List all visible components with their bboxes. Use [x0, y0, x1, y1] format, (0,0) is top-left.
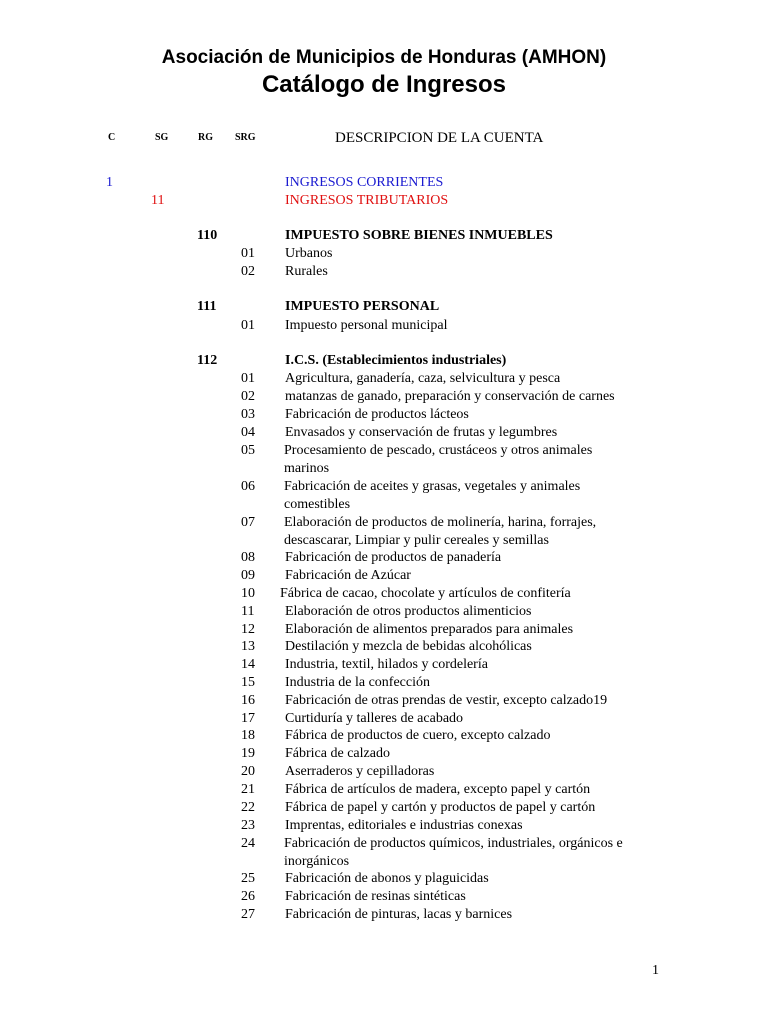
account-row [0, 424, 768, 442]
account-description: Procesamiento de pescado, crustáceos y otros animales marinos [284, 443, 593, 476]
account-row-level1 [0, 174, 768, 192]
account-description: Fábrica de artículos de madera, excepto papel y cartón [285, 782, 591, 797]
account-code: 23 [241, 818, 255, 833]
account-description: IMPUESTO PERSONAL [285, 299, 440, 314]
account-code: 110 [197, 228, 218, 243]
account-description: Fabricación de resinas sintéticas [285, 889, 466, 904]
page-number: 1 [652, 963, 659, 978]
account-code: 01 [241, 246, 255, 261]
account-row [0, 781, 768, 799]
account-description: Fabricación de productos lácteos [285, 407, 469, 422]
account-code: 02 [241, 389, 255, 404]
account-row-level2 [0, 192, 768, 210]
account-row-group [0, 227, 768, 245]
account-row [0, 549, 768, 567]
account-code: 21 [241, 782, 255, 797]
account-row [0, 745, 768, 763]
account-code: 19 [241, 746, 255, 761]
account-description: matanzas de ganado, preparación y conservación de carnes [285, 389, 615, 404]
account-code: 111 [197, 299, 217, 314]
account-row-group [0, 298, 768, 316]
account-description: IMPUESTO SOBRE BIENES INMUEBLES [285, 228, 553, 243]
account-code: 16 [241, 693, 255, 708]
account-row [0, 478, 768, 514]
account-description: INGRESOS TRIBUTARIOS [285, 193, 449, 208]
account-description: Rurales [285, 264, 328, 279]
account-row [0, 710, 768, 728]
account-code: 25 [241, 871, 255, 886]
account-description: Industria, textil, hilados y cordelería [285, 657, 488, 672]
account-code: 1 [106, 175, 113, 190]
account-description: Fabricación de Azúcar [285, 568, 411, 583]
account-description: Elaboración de productos de molinería, harina, forrajes, descascarar, Limpiar y pulir cereales y semillas [284, 515, 597, 548]
column-header-description: DESCRIPCION DE LA CUENTA [335, 130, 544, 146]
account-description: Fabricación de otras prendas de vestir, excepto calzado19 [285, 693, 608, 708]
account-row [0, 621, 768, 639]
account-code: 08 [241, 550, 255, 565]
account-code: 12 [241, 622, 255, 637]
account-code: 112 [197, 353, 218, 368]
account-row [0, 638, 768, 656]
account-row [0, 442, 768, 478]
account-description: Fabricación de pinturas, lacas y barnices [285, 907, 513, 922]
account-row [0, 603, 768, 621]
account-row [0, 585, 768, 603]
account-code: 03 [241, 407, 255, 422]
account-row [0, 817, 768, 835]
account-code: 13 [241, 639, 255, 654]
column-header-c: C [108, 132, 116, 143]
column-header-sg: SG [155, 132, 169, 143]
account-code: 11 [241, 604, 255, 619]
account-code: 02 [241, 264, 255, 279]
account-code: 17 [241, 711, 255, 726]
account-description: Aserraderos y cepilladoras [285, 764, 435, 779]
account-code: 11 [151, 193, 165, 208]
account-description: Fábrica de papel y cartón y productos de papel y cartón [285, 800, 596, 815]
account-code: 22 [241, 800, 255, 815]
account-row [0, 567, 768, 585]
account-description: Impuesto personal municipal [285, 318, 448, 333]
account-row-group [0, 352, 768, 370]
account-code: 06 [241, 479, 255, 494]
account-row [0, 388, 768, 406]
account-description: I.C.S. (Establecimientos industriales) [285, 353, 507, 368]
account-description: Destilación y mezcla de bebidas alcohólicas [285, 639, 532, 654]
account-row [0, 514, 768, 550]
account-code: 15 [241, 675, 255, 690]
account-description: Imprentas, editoriales e industrias conexas [285, 818, 523, 833]
account-code: 01 [241, 371, 255, 386]
account-row [0, 674, 768, 692]
account-row [0, 799, 768, 817]
account-description: Fabricación de abonos y plaguicidas [285, 871, 489, 886]
account-code: 18 [241, 728, 255, 743]
account-description: Fabricación de aceites y grasas, vegetales y animales comestibles [284, 479, 581, 512]
account-row [0, 888, 768, 906]
account-code: 14 [241, 657, 255, 672]
account-description: Curtiduría y talleres de acabado [285, 711, 464, 726]
organization-title: Asociación de Municipios de Honduras (AMHON) [161, 47, 607, 68]
account-code: 05 [241, 443, 255, 458]
account-description: Elaboración de otros productos alimenticios [285, 604, 532, 619]
account-row [0, 263, 768, 281]
account-row [0, 727, 768, 745]
account-row [0, 370, 768, 388]
account-description: Urbanos [285, 246, 333, 261]
account-row [0, 870, 768, 888]
account-code: 09 [241, 568, 255, 583]
account-description: Envasados y conservación de frutas y legumbres [285, 425, 558, 440]
account-code: 07 [241, 515, 255, 530]
account-row [0, 906, 768, 924]
account-code: 10 [241, 586, 255, 601]
account-description: Industria de la confección [285, 675, 430, 690]
account-code: 01 [241, 318, 255, 333]
account-code: 24 [241, 836, 255, 851]
account-description: INGRESOS CORRIENTES [285, 175, 444, 190]
account-row [0, 656, 768, 674]
column-header-rg: RG [198, 132, 213, 143]
account-code: 26 [241, 889, 255, 904]
account-description: Agricultura, ganadería, caza, selvicultura y pesca [285, 371, 561, 386]
account-code: 20 [241, 764, 255, 779]
account-code: 27 [241, 907, 255, 922]
page-title: Catálogo de Ingresos [261, 71, 507, 98]
account-row [0, 245, 768, 263]
account-row [0, 317, 768, 335]
column-header-srg: SRG [235, 132, 256, 143]
account-description: Fábrica de productos de cuero, excepto calzado [285, 728, 551, 743]
account-code: 04 [241, 425, 255, 440]
account-row [0, 692, 768, 710]
account-row [0, 763, 768, 781]
account-description: Fabricación de productos de panadería [285, 550, 502, 565]
account-description: Elaboración de alimentos preparados para animales [285, 622, 574, 637]
account-description: Fábrica de calzado [285, 746, 390, 761]
account-description: Fabricación de productos químicos, industriales, orgánicos e inorgánicos [284, 836, 623, 869]
account-row [0, 406, 768, 424]
account-description: Fábrica de cacao, chocolate y artículos de confitería [280, 586, 571, 601]
account-row [0, 835, 768, 871]
